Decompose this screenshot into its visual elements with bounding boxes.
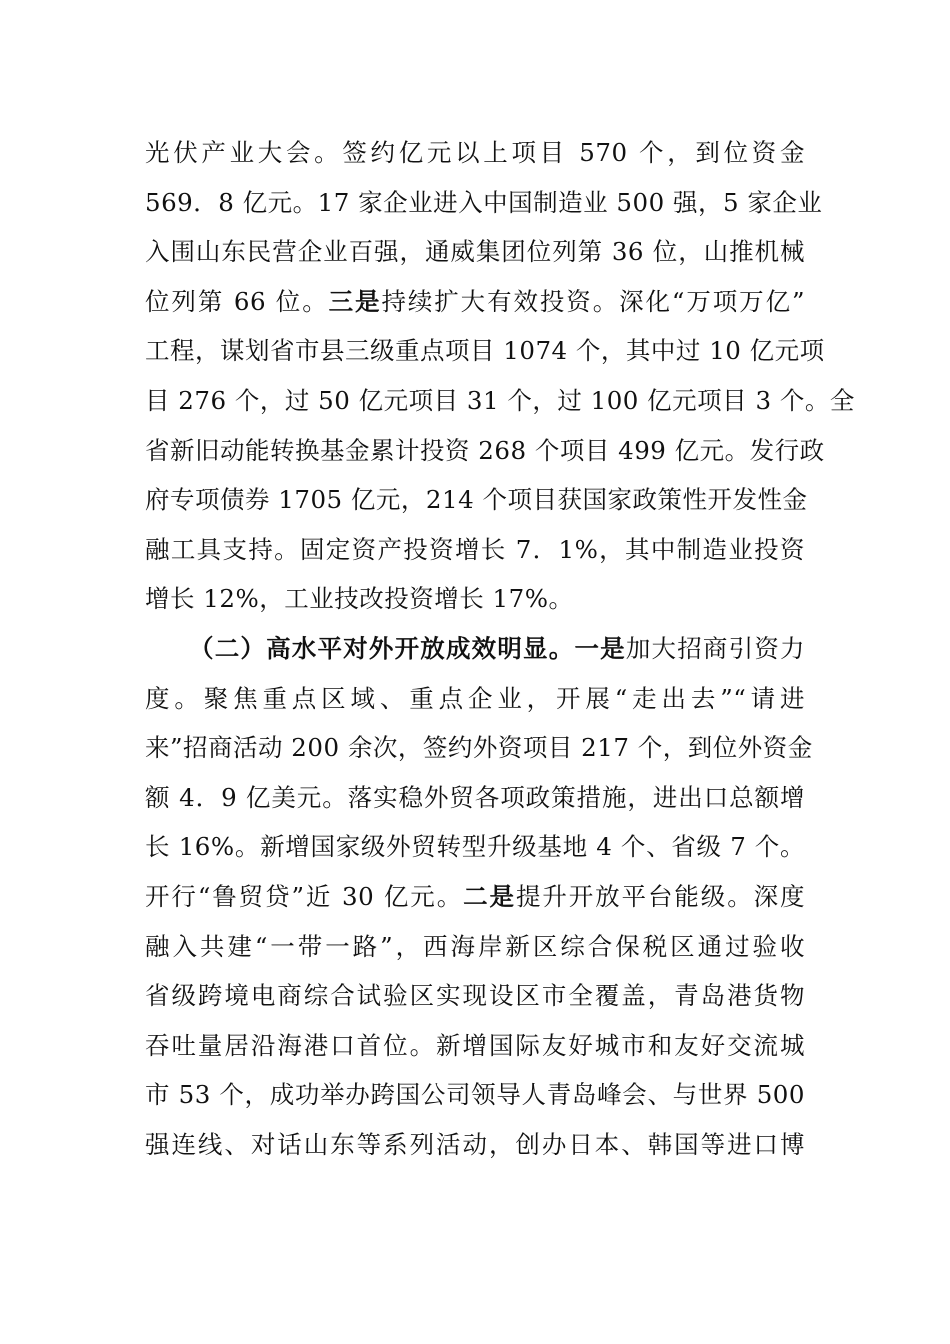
text-line: [145, 624, 805, 674]
text-run: 加大招商引资力: [625, 634, 806, 663]
text-line: 融工具支持。固定资产投资增长 7．1%，其中制造业投资: [145, 534, 805, 564]
text-line: 增长 12%，工业技改投资增长 17%。: [145, 584, 574, 614]
text-run: 持续扩大有效投资。深化“万项万亿”: [381, 286, 805, 316]
text-line: 省级跨境电商综合试验区实现设区市全覆盖，青岛港货物: [145, 981, 805, 1011]
text-line: 省新旧动能转换基金累计投资 268 个项目 499 亿元。发行政: [145, 435, 825, 465]
text-line: 来”招商活动 200 余次，签约外资项目 217 个，到位外资金: [145, 733, 813, 763]
text-run: 开行“鲁贸贷”近 30 亿元。: [145, 881, 464, 911]
text-line: 光伏产业大会。签约亿元以上项目 570 个，到位资金: [145, 138, 805, 167]
paragraph-investment: [145, 128, 855, 624]
text-line: 市 53 个，成功举办跨国公司领导人青岛峰会、与世界 500: [145, 1080, 805, 1110]
text-line: 吞吐量居沿海港口首位。新增国际友好城市和友好交流城: [145, 1030, 805, 1060]
emphasis-marker: 一是: [574, 634, 626, 663]
text-line: 府专项债券 1705 亿元，214 个项目获国家政策性开发性金: [145, 485, 808, 515]
text-line: 569．8 亿元。17 家企业进入中国制造业 500 强，5 家企业: [145, 187, 823, 217]
text-run: 提升开放平台能级。深度: [515, 881, 806, 911]
text-line: 入围山东民营企业百强，通威集团位列第 36 位，山推机械: [145, 237, 805, 267]
text-line: [145, 277, 805, 327]
emphasis-marker: 三是: [328, 286, 382, 316]
text-line: 工程，谋划省市县三级重点项目 1074 个，其中过 10 亿元项: [145, 336, 825, 366]
text-line: 目 276 个，过 50 亿元项目 31 个，过 100 亿元项目 3 个。全: [145, 385, 855, 415]
text-line: 额 4．9 亿美元。落实稳外贸各项政策措施，进出口总额增: [145, 782, 805, 812]
paragraph-opening-up: [145, 624, 813, 1170]
text-line: 度。聚焦重点区域、重点企业，开展“走出去”“请进: [145, 683, 805, 713]
section-heading: （二）高水平对外开放成效明显。: [189, 634, 575, 663]
emphasis-marker: 二是: [463, 881, 516, 911]
text-line: [145, 872, 805, 922]
text-run: 位列第 66 位。: [145, 286, 329, 316]
text-line: 融入共建“一带一路”，西海岸新区综合保税区通过验收: [145, 931, 805, 961]
text-line: 长 16%。新增国家级外贸转型升级基地 4 个、省级 7 个。: [145, 832, 805, 862]
text-line: 强连线、对话山东等系列活动，创办日本、韩国等进口博: [145, 1129, 805, 1159]
